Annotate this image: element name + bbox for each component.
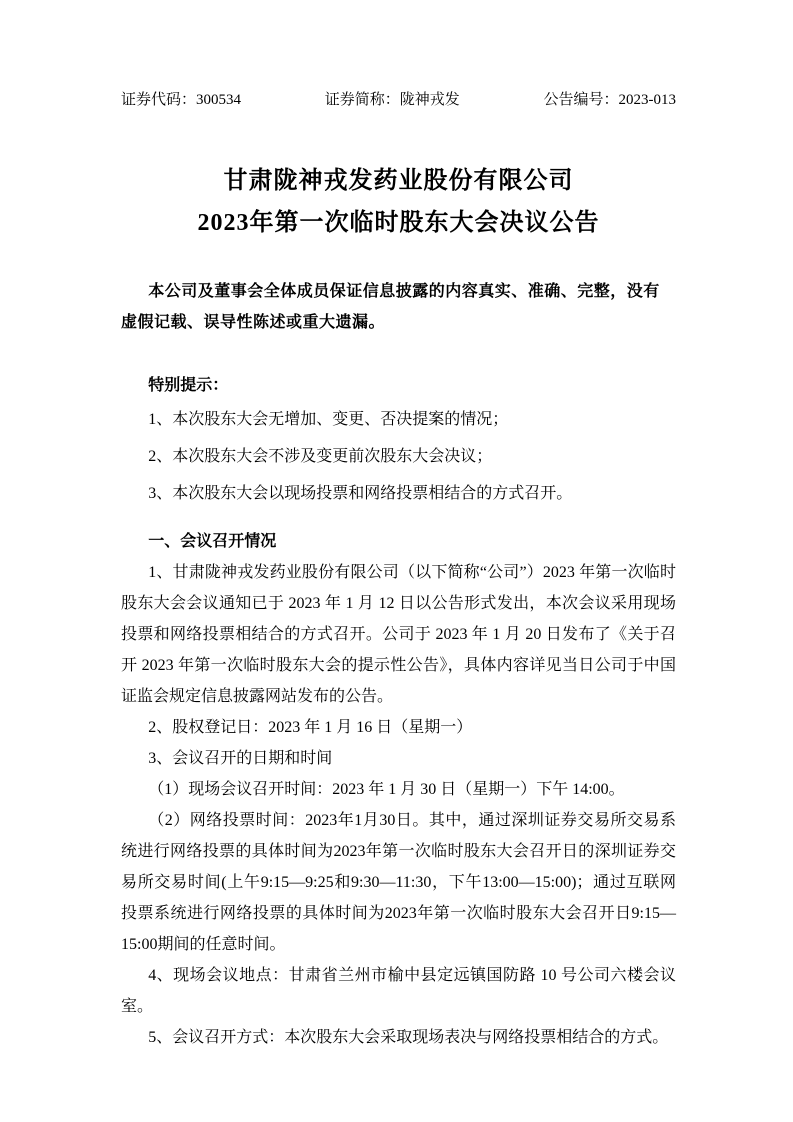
special-notice-item-1: 1、本次股东大会无增加、变更、否决提案的情况； xyxy=(148,411,509,428)
disclaimer-statement: 本公司及董事会全体成员保证信息披露的内容真实、准确、完整，没有虚假记载、误导性陈述或重大遗漏。 xyxy=(121,283,660,331)
section1-paragraph-5: （2）网络投票时间：2023年1月30日。其中，通过深圳证券交易所交易系统进行网络投票的具体时间为2023年第一次临时股东大会召开日的深圳证券交易所交易时间(上午9:15—9:25和9:30—11:30，下午13:00—15:00)；通过互联网投票系统进行网络投票的具体时间为2023年第一次临时股东大会召开日9:15—15:00期间的任意时间。 xyxy=(121,812,676,953)
company-name-title: 甘肃陇神戎发药业股份有限公司 xyxy=(223,168,574,194)
section1-paragraph-2: 2、股权登记日：2023 年 1 月 16 日（星期一） xyxy=(148,719,473,736)
stock-code: 证券代码：300534 xyxy=(121,92,242,108)
special-notice-heading: 特别提示： xyxy=(148,377,229,394)
doc-header xyxy=(121,90,676,110)
section1-paragraph-1: 1、甘肃陇神戎发药业股份有限公司（以下简称“公司”）2023 年第一次临时股东大会会议通知已于 2023 年 1 月 12 日以公告形式发出，本次会议采用现场投票和网络投票相结合的方式召开。公司于 2023 年 1 月 20 日发布了《关于召开 2023 年第一次临时股东大会的提示性公告》，具体内容详见当日公司于中国证监会规定信息披露网站发布的公告。 xyxy=(121,564,676,705)
section1-paragraph-7: 5、会议召开方式：本次股东大会采取现场表决与网络投票相结合的方式。 xyxy=(148,1029,669,1046)
announcement-title: 2023年第一次临时股东大会决议公告 xyxy=(197,210,600,236)
section1-paragraph-6: 4、现场会议地点：甘肃省兰州市榆中县定远镇国防路 10 号公司六楼会议室。 xyxy=(121,967,676,1015)
stock-short-name: 证券简称：陇神戎发 xyxy=(324,92,460,108)
section1-heading: 一、会议召开情况 xyxy=(148,533,277,550)
announcement-number: 公告编号：2023-013 xyxy=(543,92,676,108)
special-notice-item-2: 2、本次股东大会不涉及变更前次股东大会决议； xyxy=(148,448,493,465)
title-block xyxy=(121,160,676,244)
special-notice-item-3: 3、本次股东大会以现场投票和网络投票相结合的方式召开。 xyxy=(148,485,573,502)
section1-paragraph-4: （1）现场会议召开时间：2023 年 1 月 30 日（星期一）下午 14:00。 xyxy=(148,781,625,798)
section1-paragraph-3: 3、会议召开的日期和时间 xyxy=(148,750,333,767)
